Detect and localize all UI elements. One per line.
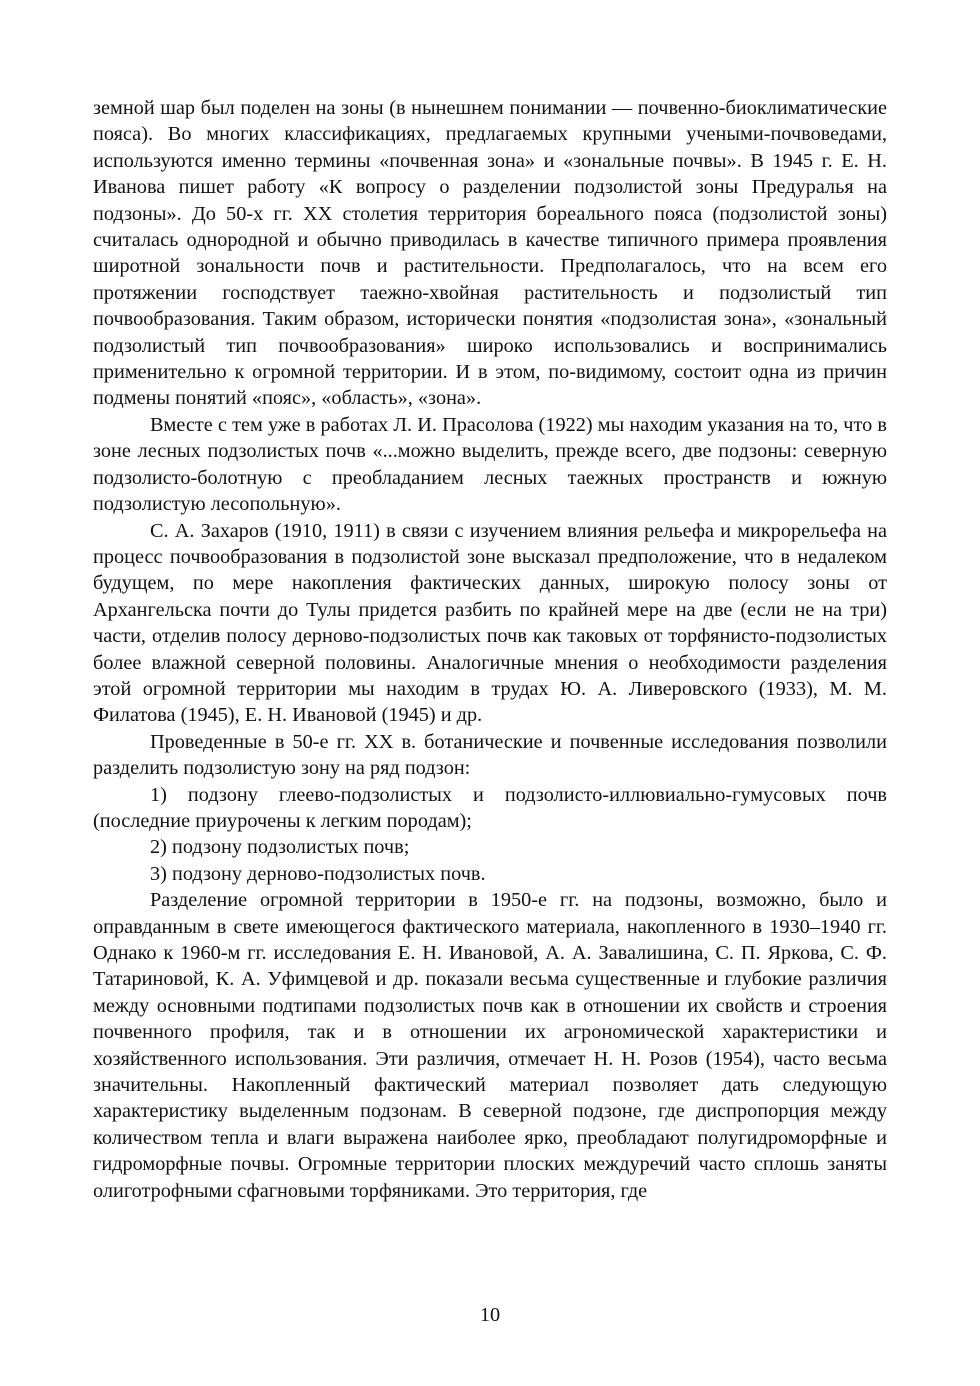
page-body: [93, 95, 887, 1204]
list-item-subzone-1: 1) подзону глеево-подзолистых и подзолисто-иллювиально-гумусовых почв (последние приурочены к легким породам);: [93, 783, 887, 832]
list-item-subzone-2: 2) подзону подзолистых почв;: [150, 836, 410, 859]
paragraph-zones-history: земной шар был поделен на зоны (в нынешнем понимании — почвенно-биоклиматические пояса). Во многих классификациях, предлагаемых крупными учеными-почвоведами, используются именно термины «почвенная зона» и «зональные почвы». В 1945 г. Е. Н. Иванова пишет работу «К вопросу о разделении подзолистой зоны Предуралья на подзоны». До 50-х гг. XX столетия территория бореального пояса (подзолистой зоны) считалась однородной и обычно приводилась в качестве типичного примера проявления широтной зональности почв и растительности. Предполагалось, что на всем его протяжении господствует таежно-хвойная растительность и подзолистый тип почвообразования. Таким образом, исторически понятия «подзолистая зона», «зональный подзолистый тип почвообразования» широко использовались и воспринимались применительно к огромной территории. И в этом, по-видимому, состоит одна из причин подмены понятий «пояс», «область», «зона».: [93, 97, 887, 410]
list-item-subzone-3: 3) подзону дерново-подзолистых почв.: [150, 862, 486, 885]
paragraph-prasolov: Вместе с тем уже в работах Л. И. Прасолова (1922) мы находим указания на то, что в зоне лесных подзолистых почв «...можно выделить, прежде всего, две подзоны: северную подзолисто-болотную с преобладанием лесных таежных пространств и южную подзолистую лесопольную».: [93, 413, 887, 516]
paragraph-subzones-intro: Проведенные в 50-е гг. XX в. ботанические и почвенные исследования позволили разделить подзолистую зону на ряд подзон:: [93, 730, 887, 780]
paragraph-subzone-division: Разделение огромной территории в 1950-е гг. на подзоны, возможно, было и оправданным в свете имеющегося фактического материала, накопленного в 1930–1940 гг. Однако к 1960-м гг. исследования Е. Н. Ивановой, А. А. Завалишина, С. П. Яркова, С. Ф. Татариновой, К. А. Уфимцевой и др. показали весьма существенные и глубокие различия между основными подтипами подзолистых почв как в отношении их свойств и строения почвенного профиля, так и в отношении их агрономической характеристики и хозяйственного использования. Эти различия, отмечает Н. Н. Розов (1954), часто весьма значительны. Накопленный фактический материал позволяет дать следующую характеристику выделенным подзонам. В северной подзоне, где диспропорция между количеством тепла и влаги выражена наиболее ярко, преобладают полугидроморфные и гидроморфные почвы. Огромные территории плоских междуречий часто сплошь заняты олиготрофными сфагновыми торфяниками. Это территория, где: [93, 889, 887, 1202]
paragraph-zakharov: С. А. Захаров (1910, 1911) в связи с изучением влияния рельефа и микрорельефа на процесс почвообразования в подзолистой зоне высказал предположение, что в недалеком будущем, по мере накопления фактических данных, широкую полосу зоны от Архангельска почти до Тулы придется разбить по крайней мере на две (если не на три) части, отделив полосу дерново-подзолистых почв как таковых от торфянисто-подзолистых более влажной северной половины. Аналогичные мнения о необходимости разделения этой огромной территории мы находим в трудах Ю. А. Ливеровского (1933), М. М. Филатова (1945), Е. Н. Ивановой (1945) и др.: [93, 519, 887, 727]
page-number: 10: [479, 1304, 501, 1326]
